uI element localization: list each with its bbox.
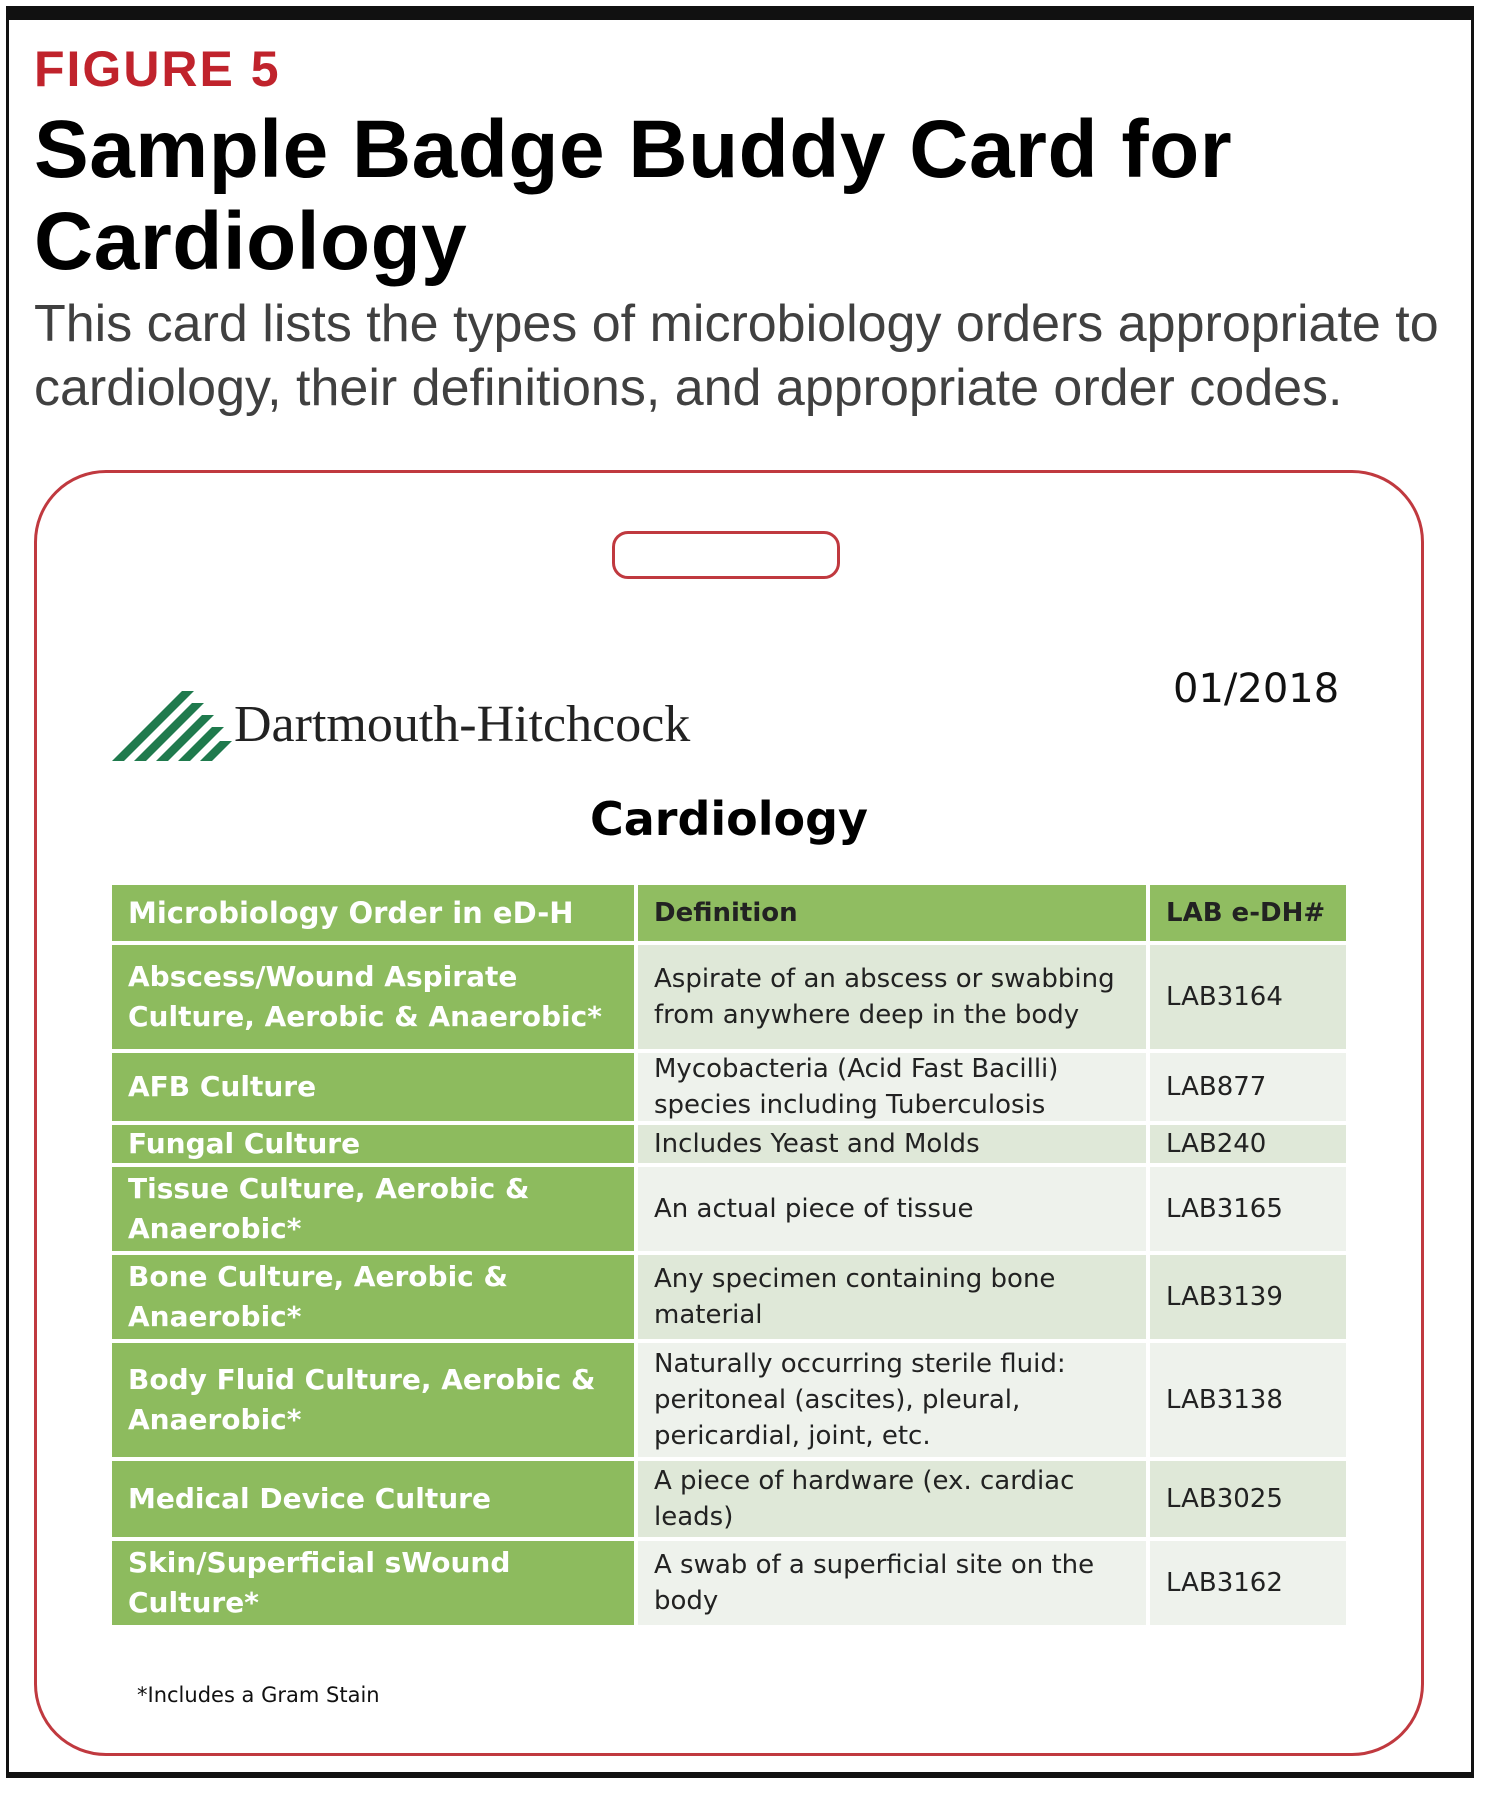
column-header-definition: Definition [638,885,1150,945]
row-3-definition: Includes Yeast and Molds [638,1125,1150,1167]
order-table [112,885,1346,1629]
badge-card [34,470,1424,1756]
card-date: 01/2018 [1173,666,1340,712]
card-title: Cardiology [589,792,869,846]
figure-title: Sample Badge Buddy Card for Cardiology [34,104,1233,287]
lanyard-slot [612,531,840,579]
figure-label: FIGURE 5 [34,41,281,97]
logo-wordmark: Dartmouth-Hitchcock [234,696,691,753]
footnote: *Includes a Gram Stain [137,1683,380,1707]
row-7-code: LAB3025 [1150,1461,1346,1541]
row-4-code: LAB3165 [1150,1167,1346,1255]
row-6-code: LAB3138 [1150,1343,1346,1461]
row-2-definition: Mycobacteria (Acid Fast Bacilli) species including Tuberculosis [638,1053,1150,1125]
row-7-order: Medical Device Culture [112,1461,638,1541]
row-4-definition: An actual piece of tissue [638,1167,1150,1255]
row-6-order: Body Fluid Culture, Aerobic & Anaerobic* [112,1343,638,1461]
row-3-order: Fungal Culture [112,1125,638,1167]
figure-subtitle: This card lists the types of microbiology orders appropriate to cardiology, their definitions, and appropriate order codes. [34,295,1439,417]
column-header-order: Microbiology Order in eD-H [112,885,638,945]
diagonal-stripes-logo-icon [112,683,242,763]
row-8-order: Skin/Superficial sWound Culture* [112,1541,638,1629]
row-1-order: Abscess/Wound Aspirate Culture, Aerobic & Anaerobic* [112,945,638,1053]
organization-logo [112,683,832,763]
row-8-definition: A swab of a superficial site on the body [638,1541,1150,1629]
row-7-definition: A piece of hardware (ex. cardiac leads) [638,1461,1150,1541]
row-5-code: LAB3139 [1150,1255,1346,1343]
row-5-definition: Any specimen containing bone material [638,1255,1150,1343]
row-5-order: Bone Culture, Aerobic & Anaerobic* [112,1255,638,1343]
row-1-definition: Aspirate of an abscess or swabbing from anywhere deep in the body [638,945,1150,1053]
row-2-code: LAB877 [1150,1053,1346,1125]
column-header-code: LAB e-DH# [1150,885,1346,945]
row-3-code: LAB240 [1150,1125,1346,1167]
row-1-code: LAB3164 [1150,945,1346,1053]
row-8-code: LAB3162 [1150,1541,1346,1629]
row-6-definition: Naturally occurring sterile fluid: peritoneal (ascites), pleural, pericardial, joint, etc. [638,1343,1150,1461]
row-4-order: Tissue Culture, Aerobic & Anaerobic* [112,1167,638,1255]
row-2-order: AFB Culture [112,1053,638,1125]
